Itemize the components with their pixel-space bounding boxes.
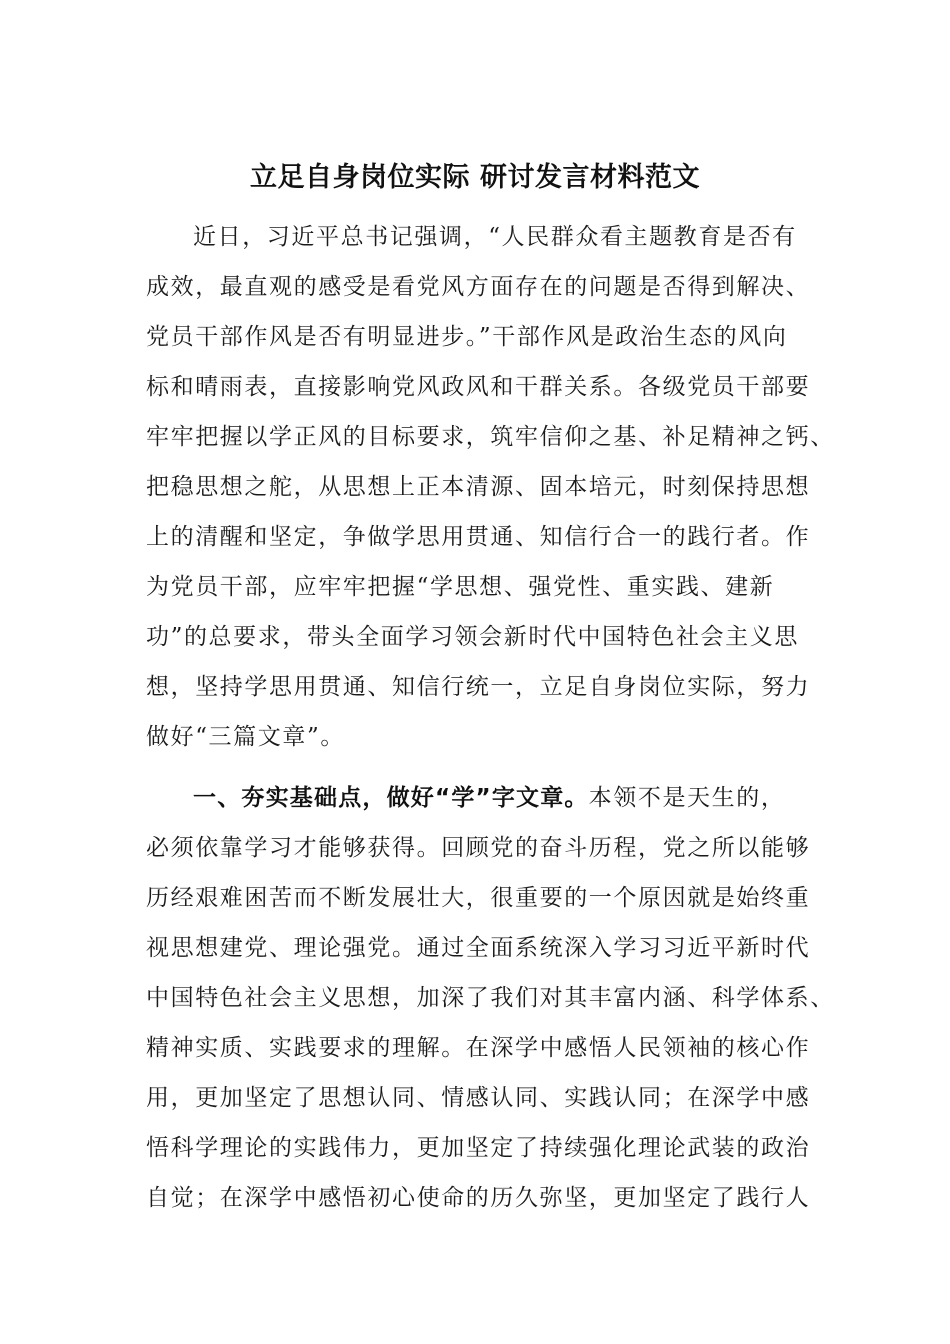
paragraph-1-line-4: 标和晴雨表，直接影响党风政风和干群关系。各级党员干部要 <box>146 374 811 400</box>
paragraph-1-line-6: 把稳思想之舵，从思想上正本清源、固本培元，时刻保持思想 <box>146 474 811 500</box>
paragraph-1-line-11: 做好“三篇文章”。 <box>146 724 345 750</box>
paragraph-1-line-7: 上的清醒和坚定，争做学思用贯通、知信行合一的践行者。作 <box>146 524 811 550</box>
paragraph-1-line-8: 为党员干部，应牢牢把握“学思想、强党性、重实践、建新 <box>146 574 775 600</box>
section-1-first-line-rest: 本领不是天生的， <box>588 785 786 811</box>
section-1-line-6: 精神实质、实践要求的理解。在深学中感悟人民领袖的核心作 <box>146 1035 811 1061</box>
paragraph-1-line-3: 党员干部作风是否有明显进步。”干部作风是政治生态的风向 <box>146 324 788 350</box>
section-1-line-3: 历经艰难困苦而不断发展壮大，很重要的一个原因就是始终重 <box>146 885 811 911</box>
document-title: 立足自身岗位实际 研讨发言材料范文 <box>250 162 700 193</box>
section-1-first-line <box>193 783 785 813</box>
paragraph-1-line-1: 近日，习近平总书记强调，“人民群众看主题教育是否有 <box>193 224 797 250</box>
paragraph-1-line-10: 想，坚持学思用贯通、知信行统一，立足自身岗位实际，努力 <box>146 674 811 700</box>
section-1-heading: 一、夯实基础点，做好“学”字文章。 <box>193 785 589 811</box>
paragraph-1-line-5: 牢牢把握以学正风的目标要求，筑牢信仰之基、补足精神之钙、 <box>146 424 835 450</box>
section-1-line-2: 必须依靠学习才能够获得。回顾党的奋斗历程，党之所以能够 <box>146 835 811 861</box>
paragraph-1-line-2: 成效，最直观的感受是看党风方面存在的问题是否得到解决、 <box>146 274 811 300</box>
paragraph-1-line-9: 功”的总要求，带头全面学习领会新时代中国特色社会主义思 <box>146 624 799 650</box>
section-1-line-7: 用，更加坚定了思想认同、情感认同、实践认同；在深学中感 <box>146 1085 811 1111</box>
section-1-line-8: 悟科学理论的实践伟力，更加坚定了持续强化理论武装的政治 <box>146 1135 811 1161</box>
section-1-line-4: 视思想建党、理论强党。通过全面系统深入学习习近平新时代 <box>146 935 811 961</box>
section-1-line-9: 自觉；在深学中感悟初心使命的历久弥坚，更加坚定了践行人 <box>146 1185 811 1211</box>
section-1-line-5: 中国特色社会主义思想，加深了我们对其丰富内涵、科学体系、 <box>146 985 835 1011</box>
